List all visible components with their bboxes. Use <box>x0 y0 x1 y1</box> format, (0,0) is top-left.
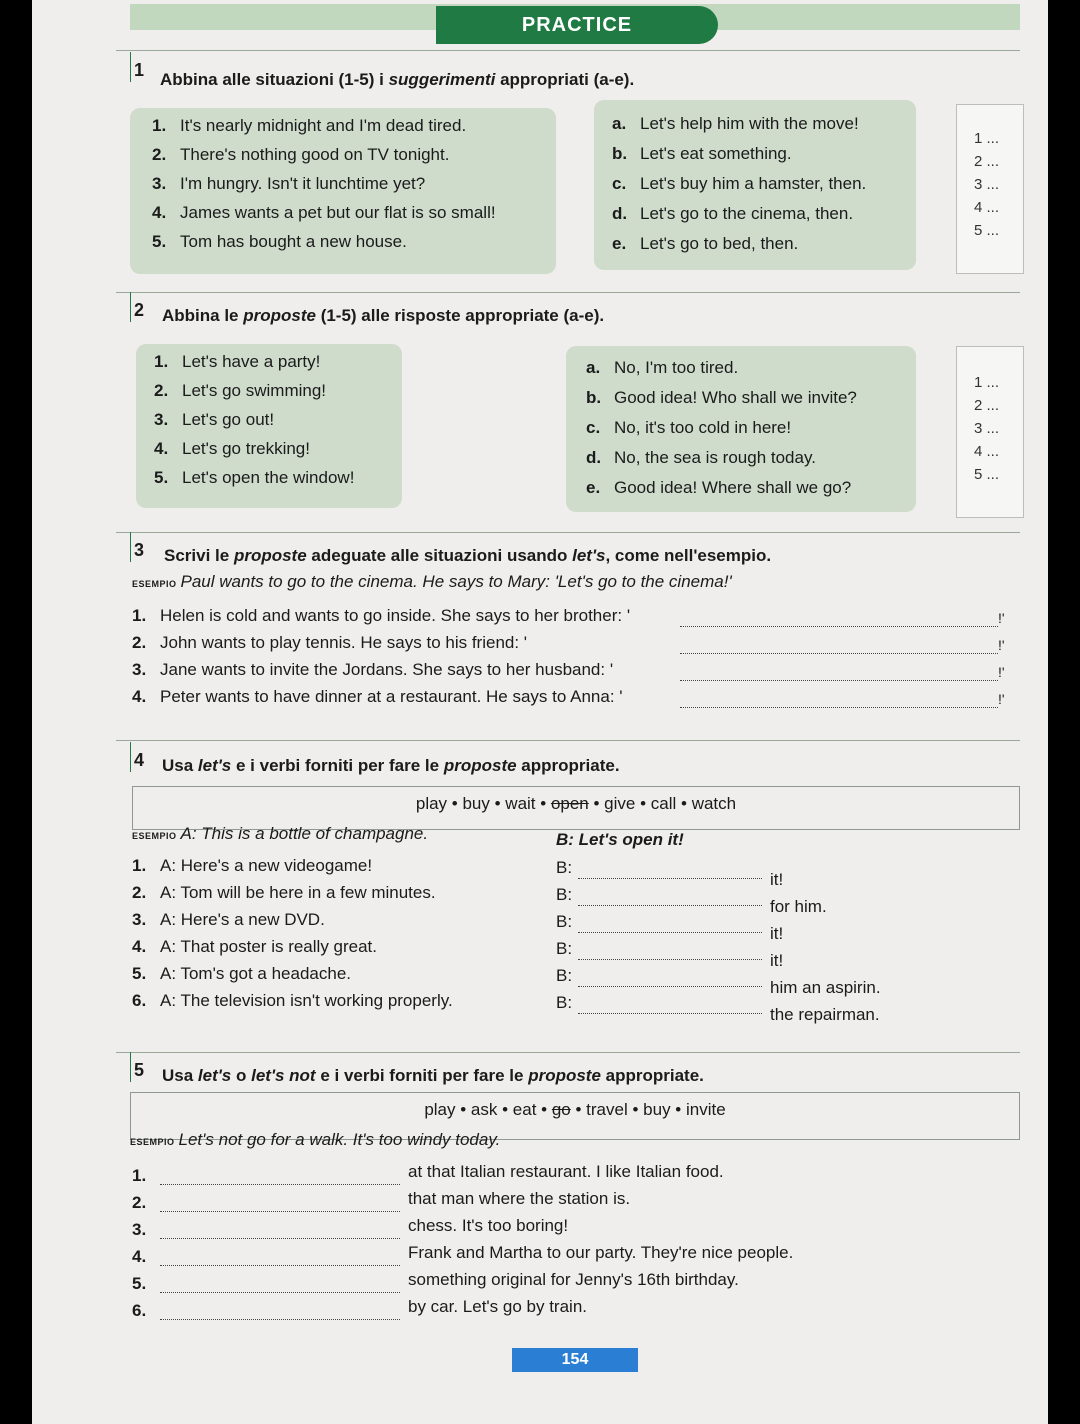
exercise-3-example: ESEMPIO Paul wants to go to the cinema. He says to Mary: 'Let's go to the cinema!' <box>132 572 732 591</box>
verb-option: wait <box>505 794 536 813</box>
answer-slot[interactable]: 1 ... <box>974 130 1000 147</box>
exercise-4-number: 4 <box>134 750 145 770</box>
item-text: A: Here's a new videogame! <box>160 856 373 875</box>
answer-line[interactable] <box>680 707 998 708</box>
item-end: it! <box>770 951 784 970</box>
item-text: No, I'm too tired. <box>614 358 739 377</box>
item-end: the repairman. <box>770 1005 880 1024</box>
item-number: 5. <box>152 232 167 251</box>
answer-slot[interactable]: 2 ... <box>974 397 1000 414</box>
divider <box>116 50 1020 51</box>
item-text: Let's go swimming! <box>182 381 327 400</box>
answer-line[interactable] <box>578 932 762 933</box>
answer-line[interactable] <box>680 653 998 654</box>
exercise-5-title: Usa let's o let's not e i verbi forniti per fare le proposte appropriate. <box>162 1066 704 1085</box>
situation-item <box>152 232 407 252</box>
item-text: No, the sea is rough today. <box>614 448 816 467</box>
item-end: it! <box>770 870 784 889</box>
reply-item <box>586 418 791 438</box>
exercise-4-title: Usa let's e i verbi forniti per fare le proposte appropriate. <box>162 756 620 775</box>
item-letter: e. <box>612 234 627 253</box>
exercise-4-example-a: ESEMPIO A: This is a bottle of champagne. <box>132 824 429 843</box>
proposal-item <box>154 468 354 488</box>
item-end: by car. Let's go by train. <box>408 1297 588 1316</box>
answer-line[interactable] <box>160 1184 400 1185</box>
line-end: !' <box>998 610 1005 626</box>
dialogue-item <box>132 937 377 957</box>
answer-slot[interactable]: 4 ... <box>974 199 1000 216</box>
b-label: B: <box>556 993 573 1012</box>
answer-line[interactable] <box>578 986 762 987</box>
item-text: Tom has bought a new house. <box>180 232 407 251</box>
item-number: 4. <box>132 1247 147 1266</box>
suggestion-item <box>612 174 866 194</box>
item-letter: b. <box>586 388 602 407</box>
situation-item <box>132 687 623 707</box>
reply-item <box>586 478 851 498</box>
verb-option: invite <box>685 1100 726 1119</box>
dialogue-item <box>132 910 325 930</box>
answer-slot[interactable]: 1 ... <box>974 374 1000 391</box>
answer-line[interactable] <box>578 959 762 960</box>
proposal-item <box>154 352 320 372</box>
dialogue-item <box>132 991 453 1011</box>
item-number: 6. <box>132 991 147 1010</box>
item-end: Frank and Martha to our party. They're nice people. <box>408 1243 794 1262</box>
item-number: 1. <box>154 352 169 371</box>
exercise-3-number: 3 <box>134 540 145 560</box>
item-number: 2. <box>132 883 147 902</box>
item-number: 2. <box>154 381 169 400</box>
line-end: !' <box>998 637 1005 653</box>
answer-slot[interactable]: 5 ... <box>974 222 1000 239</box>
b-label: B: <box>556 858 573 877</box>
item-text: It's nearly midnight and I'm dead tired. <box>180 116 467 135</box>
answer-line[interactable] <box>160 1211 400 1212</box>
b-label: B: <box>556 939 573 958</box>
answer-line[interactable] <box>680 680 998 681</box>
item-number: 5. <box>132 1274 147 1293</box>
item-end: chess. It's too boring! <box>408 1216 569 1235</box>
item-number: 4. <box>152 203 167 222</box>
item-end: that man where the station is. <box>408 1189 631 1208</box>
item-text: A: Tom will be here in a few minutes. <box>160 883 436 902</box>
item-text: Let's go trekking! <box>182 439 310 458</box>
item-number: 3. <box>132 910 147 929</box>
suggestion-item <box>612 144 792 164</box>
item-text: There's nothing good on TV tonight. <box>180 145 450 164</box>
answer-line[interactable] <box>160 1265 400 1266</box>
item-text: Let's have a party! <box>182 352 321 371</box>
verb-option: give <box>604 794 636 813</box>
verb-option: play <box>424 1100 456 1119</box>
reply-item <box>586 358 738 378</box>
situation-item <box>132 606 630 626</box>
reply-item <box>586 448 816 468</box>
divider <box>116 292 1020 293</box>
item-letter: b. <box>612 144 628 163</box>
item-letter: d. <box>586 448 602 467</box>
item-text: James wants a pet but our flat is so small! <box>180 203 496 222</box>
answer-line[interactable] <box>578 1013 762 1014</box>
answer-line[interactable] <box>160 1319 400 1320</box>
item-text: Let's eat something. <box>640 144 792 163</box>
item-number: 4. <box>154 439 169 458</box>
verb-option: buy <box>643 1100 671 1119</box>
item-text: No, it's too cold in here! <box>614 418 792 437</box>
suggestion-item <box>612 114 859 134</box>
item-letter: e. <box>586 478 601 497</box>
page-number: 154 <box>512 1348 638 1372</box>
item-end: for him. <box>770 897 827 916</box>
item-text: Let's go to the cinema, then. <box>640 204 854 223</box>
reply-item <box>586 388 857 408</box>
item-text: Let's buy him a hamster, then. <box>640 174 867 193</box>
exercise-1-title: Abbina alle situazioni (1-5) i suggerimenti appropriati (a-e). <box>160 70 635 89</box>
item-number: 2. <box>152 145 167 164</box>
verb-option: ask <box>470 1100 498 1119</box>
verb-option: play <box>415 794 448 813</box>
item-text: A: The television isn't working properly. <box>160 991 453 1010</box>
verb-option: eat <box>512 1100 537 1119</box>
exercise-5-verb-box: play • ask • eat • go • travel • buy • invite <box>130 1092 1020 1140</box>
item-letter: d. <box>612 204 628 223</box>
situation-item <box>152 203 496 223</box>
item-letter: a. <box>586 358 601 377</box>
proposal-item <box>154 381 326 401</box>
practice-heading: PRACTICE <box>436 6 718 44</box>
item-text: Let's help him with the move! <box>640 114 859 133</box>
item-letter: c. <box>612 174 627 193</box>
dialogue-item <box>132 856 372 876</box>
suggestion-item <box>612 204 853 224</box>
exercise-3-title: Scrivi le proposte adeguate alle situazioni usando let's, come nell'esempio. <box>164 546 772 565</box>
answer-line[interactable] <box>578 878 762 879</box>
item-number: 1. <box>132 856 147 875</box>
item-text: A: Here's a new DVD. <box>160 910 325 929</box>
item-end: something original for Jenny's 16th birthday. <box>408 1270 739 1289</box>
line-end: !' <box>998 664 1005 680</box>
answer-line[interactable] <box>680 626 998 627</box>
situation-item <box>152 116 466 136</box>
divider <box>116 1052 1020 1053</box>
item-text: I'm hungry. Isn't it lunchtime yet? <box>180 174 426 193</box>
divider <box>116 740 1020 741</box>
item-text: John wants to play tennis. He says to his friend: ' <box>160 633 528 652</box>
item-number: 3. <box>132 660 147 679</box>
item-number: 1. <box>152 116 167 135</box>
situation-item <box>132 633 527 653</box>
answer-slot[interactable]: 3 ... <box>974 176 1000 193</box>
situation-item <box>152 145 449 165</box>
exercise-2-title: Abbina le proposte (1-5) alle risposte appropriate (a-e). <box>162 306 605 325</box>
verb-option: travel <box>586 1100 628 1119</box>
situation-item <box>152 174 425 194</box>
item-number: 3. <box>152 174 167 193</box>
item-text: Good idea! Who shall we invite? <box>614 388 857 407</box>
item-letter: a. <box>612 114 627 133</box>
item-number: 3. <box>154 410 169 429</box>
exercise-4-example-b: B: Let's open it! <box>556 830 684 849</box>
item-text: Peter wants to have dinner at a restaurant. He says to Anna: ' <box>160 687 623 706</box>
item-text: Let's go to bed, then. <box>640 234 799 253</box>
item-number: 5. <box>132 964 147 983</box>
workbook-page <box>32 0 1048 1424</box>
b-label: B: <box>556 966 573 985</box>
item-number: 1. <box>132 606 147 625</box>
situation-item <box>132 660 613 680</box>
exercise-5-example: ESEMPIO Let's not go for a walk. It's too windy today. <box>130 1130 501 1149</box>
item-number: 3. <box>132 1220 147 1239</box>
divider <box>116 532 1020 533</box>
verb-option: buy <box>462 794 490 813</box>
item-text: Helen is cold and wants to go inside. She says to her brother: ' <box>160 606 631 625</box>
answer-slot[interactable]: 4 ... <box>974 443 1000 460</box>
item-end: it! <box>770 924 784 943</box>
item-end: at that Italian restaurant. I like Italian food. <box>408 1162 724 1181</box>
exercise-5-number: 5 <box>134 1060 145 1080</box>
suggestion-item <box>612 234 798 254</box>
item-number: 6. <box>132 1301 147 1320</box>
answer-slot[interactable]: 5 ... <box>974 466 1000 483</box>
exercise-1-number: 1 <box>134 60 145 80</box>
item-text: A: Tom's got a headache. <box>160 964 352 983</box>
item-number: 4. <box>132 687 147 706</box>
item-text: Let's go out! <box>182 410 275 429</box>
item-number: 2. <box>132 1193 147 1212</box>
item-text: A: That poster is really great. <box>160 937 378 956</box>
item-number: 5. <box>154 468 169 487</box>
item-text: Let's open the window! <box>182 468 355 487</box>
verb-option: watch <box>691 794 737 813</box>
dialogue-item <box>132 964 351 984</box>
answer-slot[interactable]: 2 ... <box>974 153 1000 170</box>
item-number: 2. <box>132 633 147 652</box>
verb-option: go <box>551 1100 571 1119</box>
answer-slot[interactable]: 3 ... <box>974 420 1000 437</box>
item-number: 4. <box>132 937 147 956</box>
answer-line[interactable] <box>160 1238 400 1239</box>
item-number: 1. <box>132 1166 147 1185</box>
item-letter: c. <box>586 418 601 437</box>
item-end: him an aspirin. <box>770 978 881 997</box>
verb-option: call <box>650 794 677 813</box>
answer-line[interactable] <box>578 905 762 906</box>
proposal-item <box>154 410 274 430</box>
answer-line[interactable] <box>160 1292 400 1293</box>
b-label: B: <box>556 885 573 904</box>
proposal-item <box>154 439 310 459</box>
item-text: Good idea! Where shall we go? <box>614 478 852 497</box>
verb-option: open <box>550 794 589 813</box>
b-label: B: <box>556 912 573 931</box>
dialogue-item <box>132 883 436 903</box>
exercise-4-verb-box: play • buy • wait • open • give • call • watch <box>132 786 1020 830</box>
exercise-2-number: 2 <box>134 300 145 320</box>
item-text: Jane wants to invite the Jordans. She says to her husband: ' <box>160 660 614 679</box>
line-end: !' <box>998 691 1005 707</box>
